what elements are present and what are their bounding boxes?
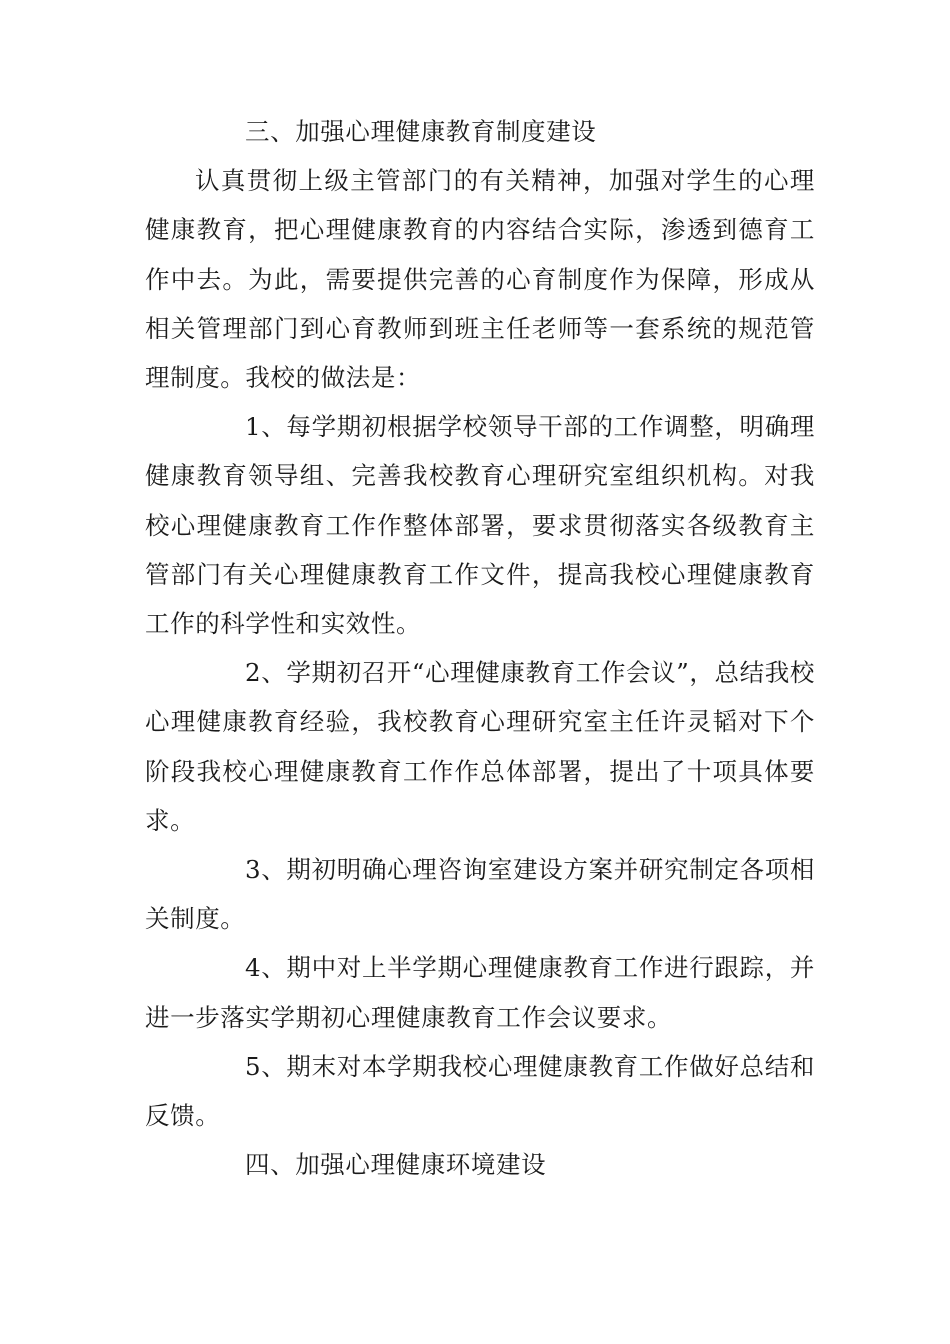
intro-paragraph: 认真贯彻上级主管部门的有关精神，加强对学生的心理健康教育，把心理健康教育的内容结合实际，渗透到德育工作中去。为此，需要提供完善的心育制度作为保障，形成从相关管理部门到心育教师到班主任老师等一套系统的规范管理制度。我校的做法是： [145, 166, 815, 393]
section-heading-3: 三、加强心理健康教育制度建设 [245, 117, 597, 146]
section-heading-4: 四、加强心理健康环境建设 [245, 1150, 547, 1180]
list-item-1: 1、每学期初根据学校领导干部的工作调整，明确理健康教育领导组、完善我校教育心理研究室组织机构。对我校心理健康教育工作作整体部署，要求贯彻落实各级教育主管部门有关心理健康教育工作文件，提高我校心理健康教育工作的科学性和实效性。 [145, 412, 815, 639]
list-item-2: 2、学期初召开“心理健康教育工作会议”，总结我校心理健康教育经验，我校教育心理研究室主任许灵韬对下个阶段我校心理健康教育工作作总体部署，提出了十项具体要求。 [145, 658, 815, 835]
list-item-3: 3、期初明确心理咨询室建设方案并研究制定各项相关制度。 [145, 855, 815, 934]
list-item-5: 5、期末对本学期我校心理健康教育工作做好总结和反馈。 [145, 1051, 815, 1131]
list-item-4: 4、期中对上半学期心理健康教育工作进行跟踪，并进一步落实学期初心理健康教育工作会议要求。 [145, 953, 815, 1032]
document-body [145, 107, 815, 1189]
